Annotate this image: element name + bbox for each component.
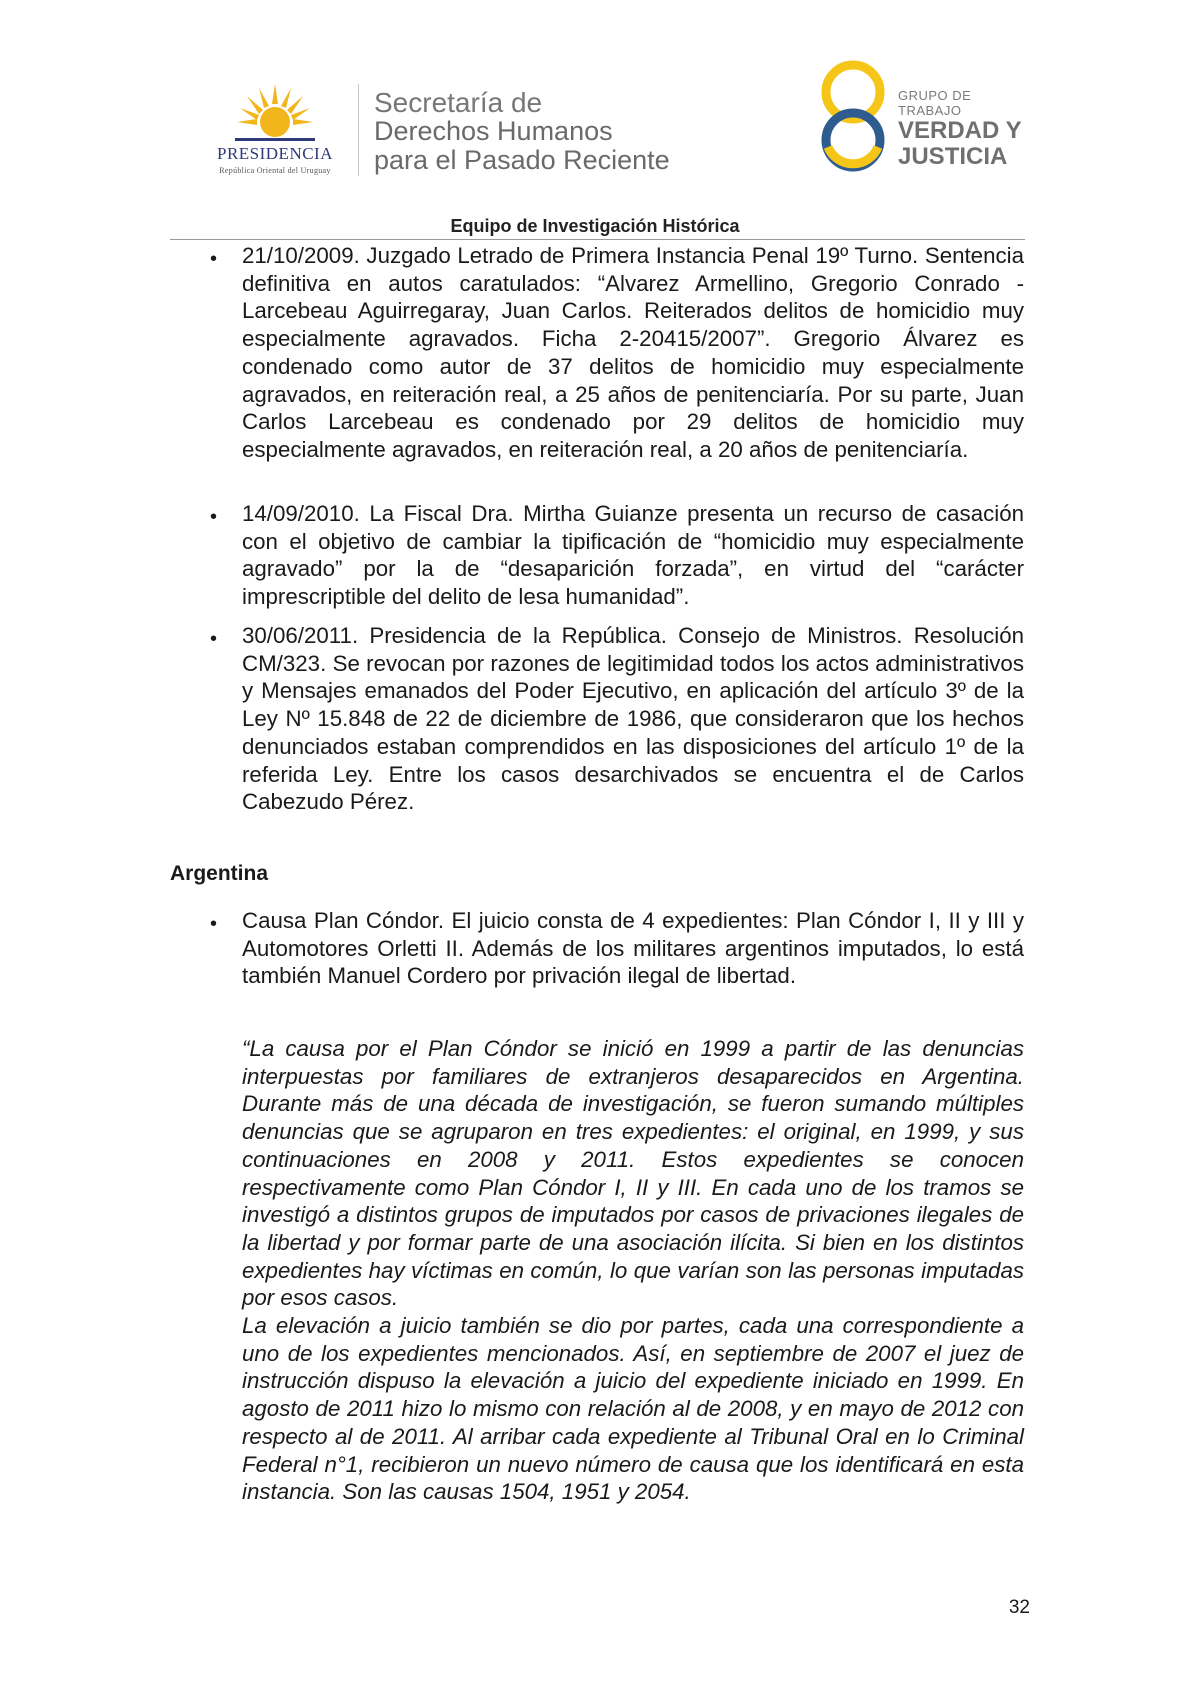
header-rule (170, 239, 1025, 240)
grupo-line-1: GRUPO DE TRABAJO (898, 88, 972, 118)
section-heading: Argentina (170, 862, 269, 885)
presidencia-subtitle: República Oriental del Uruguay (219, 166, 331, 175)
secretaria-logo-text (374, 88, 670, 175)
grupo-line-3: JUSTICIA (898, 143, 1008, 170)
secretaria-line-1: Secretaría de (374, 87, 543, 118)
grupo-trabajo-logo (818, 52, 1028, 182)
list-item: 30/06/2011. Presidencia de la República. Consejo de Ministros. Resolución CM/323. Se revocan por razones de legitimidad todos los actos administrativos y Mensajes emanados del Poder Ejecutivo, en aplicación del artículo 3º de la Ley Nº 15.848 de 22 de diciembre de 1986, que consideraron que los hechos denunciados estaban comprendidos en las disposiciones del artículo 1º de la referida Ley. Entre los casos desarchivados se encuentra el de Carlos Cabezudo Pérez. (242, 623, 1024, 815)
grupo-trabajo-text (898, 88, 1028, 170)
grupo-line-2: VERDAD Y (898, 117, 1022, 144)
quote-paragraph: La elevación a juicio también se dio por partes, cada una correspondiente a uno de los expedientes mencionados. Así, en septiembre de 2007 el juez de instrucción dispuso la elevación a juicio del expediente iniciado en 1999. En agosto de 2011 hizo lo mismo con relación al de 2008, y en mayo de 2012 con respecto al de 2011. Al arribar cada expediente al Tribunal Oral en lo Criminal Federal n°1, recibieron un nuevo número de causa que los identificará en esta instancia. Son las causas 1504, 1951 y 2054. (242, 1313, 1024, 1505)
bullet-icon: • (210, 506, 218, 528)
sun-icon (235, 82, 315, 144)
bullet-icon: • (210, 913, 218, 935)
secretaria-line-2: Derechos Humanos (374, 116, 613, 146)
page-number: 32 (1008, 1597, 1030, 1618)
page-header (0, 0, 1190, 236)
list-item: 21/10/2009. Juzgado Letrado de Primera Instancia Penal 19º Turno. Sentencia definitiva en autos caratulados: “Alvarez Armellino, Gregorio Conrado - Larcebeau Aguirregaray, Juan Carlos. Reiterados delitos de homicidio muy especialmente agravados. Ficha 2-20415/2007”. Gregorio Álvarez es condenado como autor de 37 delitos de homicidio muy especialmente agravados, en reiteración real, a 25 años de penitenciaría. Por su parte, Juan Carlos Larcebeau es condenado por 29 delitos de homicidio muy especialmente agravados, en reiteración real, a 20 años de penitenciaría. (242, 243, 1024, 462)
bullet-icon: • (210, 628, 218, 650)
team-heading: Equipo de Investigación Histórica (450, 216, 740, 236)
quote-paragraph: “La causa por el Plan Cóndor se inició en 1999 a partir de las denuncias interpuestas por familiares de extranjeros desaparecidos en Argentina. Durante más de una década de investigación, se fueron sumando múltiples denuncias que se agruparon en tres expedientes: el original, en 1999, y sus continuaciones en 2008 y 2011. Estos expedientes se conocen respectivamente como Plan Cóndor I, II y III. En cada uno de los tramos se investigó a distintos grupos de imputados por casos de privaciones ilegales de la libertad y por formar parte de una asociación ilícita. Si bien en los distintos expedientes hay víctimas en común, lo que varían son las personas imputadas por esos casos. (242, 1036, 1024, 1311)
secretaria-line-3: para el Pasado Reciente (374, 145, 670, 175)
list-item: 14/09/2010. La Fiscal Dra. Mirtha Guianze presenta un recurso de casación con el objetivo de cambiar la tipificación de “homicidio muy especialmente agravado” por la de “desaparición forzada”, en virtud del “carácter imprescriptible del delito de lesa humanidad”. (242, 501, 1024, 610)
presidencia-title: PRESIDENCIA (216, 144, 333, 163)
presidencia-logo (195, 82, 355, 182)
header-divider (358, 84, 359, 176)
rings-icon (818, 52, 888, 182)
bullet-icon: • (210, 248, 218, 270)
list-item: Causa Plan Cóndor. El juicio consta de 4 expedientes: Plan Cóndor I, II y III y Automotores Orletti II. Además de los militares argentinos imputados, lo está también Manuel Cordero por privación ilegal de libertad. (242, 908, 1024, 989)
